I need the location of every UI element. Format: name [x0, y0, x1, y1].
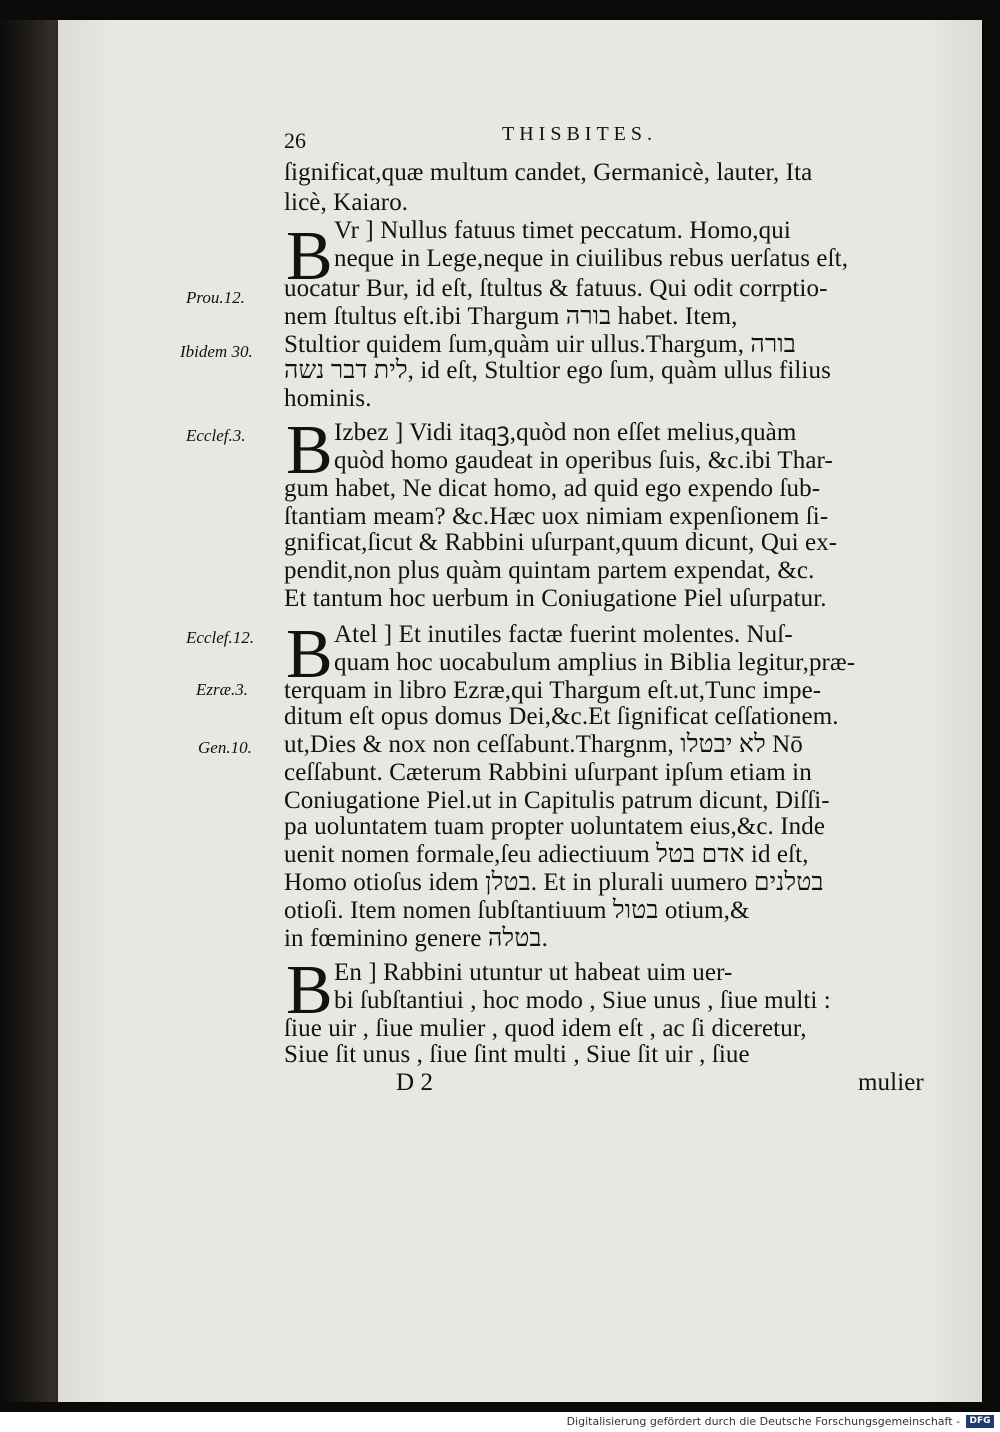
text-line: Vr ] Nullus fatuus timet peccatum. Homo,qui	[334, 217, 791, 244]
footer-credit: Digitalisierung gefördert durch die Deutsche Forschungsgemeinschaft -	[566, 1415, 960, 1428]
margin-note: Gen.10.	[198, 738, 252, 757]
text-line: Izbez ] Vidi itaqꝫ,quòd non eſſet melius,quàm	[334, 419, 797, 446]
margin-note: Ecclef.3.	[186, 426, 246, 445]
text-line: Atel ] Et inutiles factæ fuerint molentes. Nuſ-	[334, 621, 793, 648]
book-page	[58, 20, 982, 1402]
text-line: quam hoc uocabulum amplius in Biblia legitur,præ-	[334, 649, 856, 676]
text-line: pa uoluntatem tuam propter uoluntatem eius,&c. Inde	[284, 813, 826, 840]
text-line: ſignificat,quæ multum candet, Germanicè, lauter, Ita	[284, 159, 813, 186]
text-line: gnificat,ſicut & Rabbini uſurpant,quum dicunt, Qui ex-	[284, 529, 838, 556]
text-line: gum habet, Ne dicat homo, ad quid ego expendo ſub-	[284, 475, 821, 502]
initial-letter: B	[286, 952, 333, 1029]
signature-mark: D 2	[396, 1069, 434, 1096]
text-line: in fœminino genere בטלה.	[284, 925, 548, 952]
text-line: bi ſubſtantiui , hoc modo , Siue unus , ſiue multi :	[334, 987, 831, 1014]
text-line: Homo otioſus idem בטלן. Et in plurali uumero בטלנים	[284, 869, 824, 896]
text-line: licè, Kaiaro.	[284, 189, 409, 216]
footer-bar	[0, 1412, 1000, 1432]
margin-note: Ezræ.3.	[196, 680, 248, 699]
text-line: nem ſtultus eſt.ibi Thargum בורה habet. Item,	[284, 303, 738, 330]
text-line: ceſſabunt. Cæterum Rabbini uſurpant ipſum etiam in	[284, 759, 812, 786]
margin-note: Ibidem 30.	[180, 342, 253, 361]
text-line: uocatur Bur, id eſt, ſtultus & fatuus. Qui odit corrptio-	[284, 275, 828, 302]
text-line: otioſi. Item nomen ſubſtantiuum בטול otium,&	[284, 897, 750, 924]
text-line: hominis.	[284, 385, 372, 412]
text-line: neque in Lege,neque in ciuilibus rebus uerſatus eſt,	[334, 245, 849, 272]
text-line: ditum eſt opus domus Dei,&c.Et ſignificat ceſſationem.	[284, 703, 839, 730]
text-line: En ] Rabbini utuntur ut habeat uim uer-	[334, 959, 733, 986]
text-line: Stultior quidem ſum,quàm uir ullus.Thargum, בורה	[284, 331, 796, 358]
margin-note: Prou.12.	[186, 288, 245, 307]
dfg-logo-icon: DFG	[966, 1415, 994, 1428]
text-line: uenit nomen formale,ſeu adiectiuum אדם בטל id eſt,	[284, 841, 809, 868]
text-line: ut,Dies & nox non ceſſabunt.Thargnm, לא יבטלו Nō	[284, 731, 803, 758]
text-line: Siue ſit unus , ſiue ſint multi , Siue ſit uir , ſiue	[284, 1041, 750, 1068]
text-line: Coniugatione Piel.ut in Capitulis patrum dicunt, Diſſi-	[284, 787, 830, 814]
page-number: 26	[284, 128, 306, 153]
margin-note: Ecclef.12.	[186, 628, 254, 647]
catchword: mulier	[858, 1069, 924, 1096]
text-line: terquam in libro Ezræ,qui Thargum eſt.ut,Tunc impe-	[284, 677, 822, 704]
text-line: quòd homo gaudeat in operibus ſuis, &c.ibi Thar-	[334, 447, 833, 474]
running-title: THISBITES.	[502, 123, 657, 145]
page-edge	[0, 20, 58, 1402]
initial-letter: B	[286, 616, 333, 693]
text-line: pendit,non plus quàm quintam partem expendat, &c.	[284, 557, 815, 584]
initial-letter: B	[286, 218, 333, 295]
text-line: לית דבר נשה, id eſt, Stultior ego ſum, quàm ullus filius	[284, 357, 831, 384]
text-line: ſiue uir , ſiue mulier , quod idem eſt , ac ſi diceretur,	[284, 1015, 807, 1042]
text-line: ſtantiam meam? &c.Hæc uox nimiam expenſionem ſi-	[284, 503, 829, 530]
text-line: Et tantum hoc uerbum in Coniugatione Piel uſurpatur.	[284, 585, 827, 612]
initial-letter: B	[286, 412, 333, 489]
